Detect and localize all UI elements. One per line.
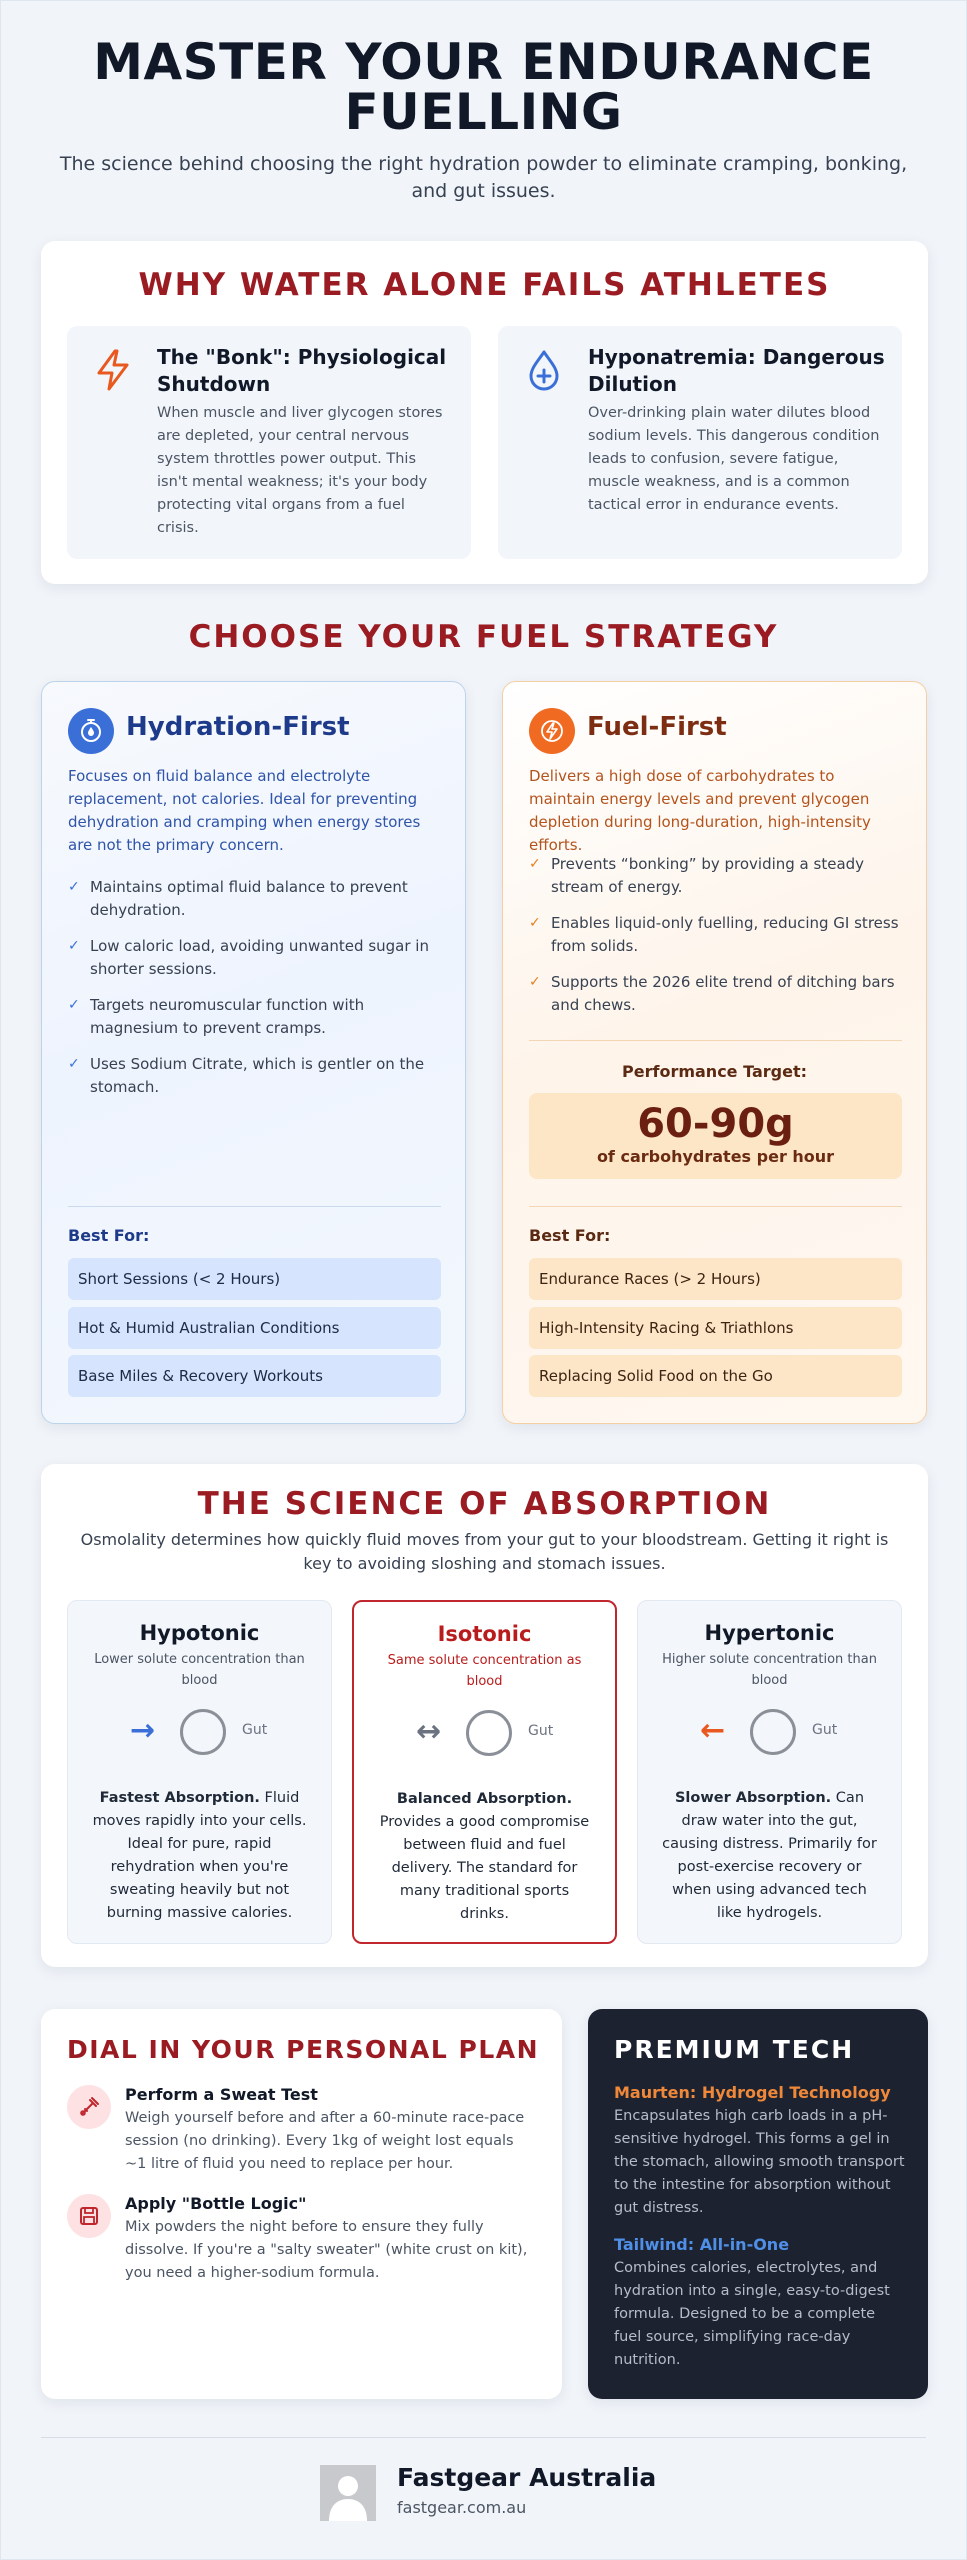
gut-label: Gut bbox=[528, 1723, 554, 1739]
absorption-diagram bbox=[68, 1707, 331, 1757]
bonk-info-box bbox=[67, 326, 471, 559]
performance-target-box bbox=[529, 1093, 902, 1179]
strategy-heading: CHOOSE YOUR FUEL STRATEGY bbox=[188, 619, 779, 655]
fuel-benefits-list bbox=[529, 853, 902, 1030]
footer-divider bbox=[41, 2437, 926, 2438]
check-icon: ✓ bbox=[68, 1056, 80, 1072]
divider bbox=[68, 1206, 441, 1207]
hypertonic-subtitle: Higher solute concentration than blood bbox=[662, 1652, 877, 1688]
fuel-first-description: Delivers a high dose of carbohydrates to maintain energy levels and prevent glycogen depletion during long-duration, high-intensity efforts. bbox=[529, 767, 871, 854]
personal-plan-heading: DIAL IN YOUR PERSONAL PLAN bbox=[67, 2035, 540, 2064]
gut-label: Gut bbox=[812, 1722, 838, 1738]
fuel-first-title: Fuel-First bbox=[587, 712, 727, 742]
divider bbox=[529, 1040, 902, 1041]
check-icon: ✓ bbox=[529, 974, 541, 990]
list-item: ✓ Supports the 2026 elite trend of ditching bars and chews. bbox=[529, 973, 895, 1014]
bonk-text: When muscle and liver glycogen stores are depleted, your central nervous system throttles power output. This isn't mental weakness; it's your body protecting vital organs from a fuel crisis. bbox=[157, 405, 443, 536]
list-item: ✓ Uses Sodium Citrate, which is gentler on the stomach. bbox=[68, 1055, 425, 1096]
fuel-best-for-label: Best For: bbox=[529, 1226, 611, 1245]
brand-name: Fastgear Australia bbox=[397, 2463, 657, 2492]
hyponatremia-text: Over-drinking plain water dilutes blood sodium levels. This dangerous condition leads to confusion, severe fatigue, muscle weakness, and is a common tactical error in endurance events. bbox=[588, 405, 880, 513]
hypotonic-title: Hypotonic bbox=[139, 1621, 260, 1645]
hypertonic-box bbox=[637, 1600, 902, 1944]
hydration-best-for-tag: Short Sessions (< 2 Hours) bbox=[68, 1258, 441, 1300]
cell-circle-icon bbox=[180, 1709, 226, 1755]
save-disk-icon bbox=[67, 2194, 111, 2238]
premium-tech-heading: PREMIUM TECH bbox=[614, 2035, 855, 2064]
performance-target-label: Performance Target: bbox=[622, 1062, 807, 1081]
tailwind-title: Tailwind: All-in-One bbox=[614, 2235, 790, 2254]
hydration-best-for-tag: Hot & Humid Australian Conditions bbox=[68, 1307, 441, 1349]
stopwatch-drop-icon bbox=[68, 708, 114, 754]
tailwind-text: Combines calories, electrolytes, and hydration into a single, easy-to-digest formula. Designed to be a complete fuel source, simplifying race-day nutrition. bbox=[614, 2260, 890, 2368]
fuel-best-for-tag: Endurance Races (> 2 Hours) bbox=[529, 1258, 902, 1300]
absorption-intro: Osmolality determines how quickly fluid moves from your gut to your bloodstream. Getting it right is key to avoiding sloshing and stomach issues. bbox=[80, 1530, 889, 1573]
sweat-test-item bbox=[67, 2085, 536, 2185]
bottle-logic-item bbox=[67, 2194, 536, 2294]
hypotonic-description: Fastest Absorption. Fluid moves rapidly into your cells. Ideal for pure, rapid rehydration when you're sweating heavily but not burning massive calories. bbox=[92, 1790, 307, 1921]
water-drop-plus-icon bbox=[520, 346, 568, 394]
hydration-best-for-label: Best For: bbox=[68, 1226, 150, 1245]
bottle-logic-title: Apply "Bottle Logic" bbox=[125, 2194, 307, 2213]
lightning-bolt-icon bbox=[89, 346, 137, 394]
sweat-test-title: Perform a Sweat Test bbox=[125, 2085, 318, 2104]
hypotonic-subtitle: Lower solute concentration than blood bbox=[94, 1652, 305, 1688]
absorption-card bbox=[41, 1464, 928, 1967]
fuel-best-for-tag: Replacing Solid Food on the Go bbox=[529, 1355, 902, 1397]
fuel-first-card bbox=[502, 681, 927, 1424]
list-item: ✓ Maintains optimal fluid balance to prevent dehydration. bbox=[68, 878, 408, 919]
isotonic-box bbox=[352, 1600, 617, 1944]
why-water-card bbox=[41, 241, 928, 584]
gut-label: Gut bbox=[242, 1722, 268, 1738]
arrow-right-icon: → bbox=[130, 1713, 156, 1748]
check-icon: ✓ bbox=[68, 879, 80, 895]
check-icon: ✓ bbox=[529, 856, 541, 872]
hyponatremia-title: Hyponatremia: Dangerous Dilution bbox=[588, 345, 885, 396]
brand-url-link[interactable]: fastgear.com.au bbox=[397, 2498, 527, 2517]
absorption-diagram bbox=[354, 1708, 615, 1758]
hypertonic-description: Slower Absorption. Can draw water into the gut, causing distress. Primarily for post-exercise recovery or when using advanced tech like hydrogels. bbox=[662, 1790, 877, 1921]
bottle-logic-text: Mix powders the night before to ensure they fully dissolve. If you're a "salty sweater" (white crust on kit), you need a higher-sodium formula. bbox=[125, 2219, 528, 2281]
arrow-left-icon: ← bbox=[700, 1713, 726, 1748]
maurten-title: Maurten: Hydrogel Technology bbox=[614, 2083, 891, 2102]
check-icon: ✓ bbox=[68, 938, 80, 954]
divider bbox=[529, 1206, 902, 1207]
check-icon: ✓ bbox=[529, 915, 541, 931]
isotonic-description: Balanced Absorption. Provides a good compromise between fluid and fuel delivery. The standard for many traditional sports drinks. bbox=[379, 1791, 590, 1922]
lightning-bolt-icon bbox=[529, 708, 575, 754]
hydration-first-description: Focuses on fluid balance and electrolyte replacement, not calories. Ideal for preventing dehydration and cramping when energy stores are not the primary concern. bbox=[68, 767, 421, 854]
sweat-test-icon bbox=[67, 2085, 111, 2129]
absorption-heading: THE SCIENCE OF ABSORPTION bbox=[197, 1486, 772, 1522]
arrow-both-icon: ↔ bbox=[416, 1714, 442, 1749]
check-icon: ✓ bbox=[68, 997, 80, 1013]
hydration-first-title: Hydration-First bbox=[126, 712, 350, 742]
premium-tech-card bbox=[588, 2009, 928, 2399]
sweat-test-text: Weigh yourself before and after a 60-minute race-pace session (no drinking). Every 1kg of weight lost equals ~1 litre of fluid you need to replace per hour. bbox=[125, 2110, 525, 2172]
hydration-first-card bbox=[41, 681, 466, 1424]
performance-target-value: 60-90g bbox=[637, 1101, 794, 1147]
list-item: ✓ Prevents “bonking” by providing a steady stream of energy. bbox=[529, 855, 865, 896]
cell-circle-icon bbox=[750, 1709, 796, 1755]
list-item: ✓ Low caloric load, avoiding unwanted sugar in shorter sessions. bbox=[68, 937, 429, 978]
brand-avatar bbox=[320, 2465, 376, 2521]
hyponatremia-info-box bbox=[498, 326, 902, 559]
why-water-heading: WHY WATER ALONE FAILS ATHLETES bbox=[138, 267, 831, 303]
hydration-benefits-list bbox=[68, 876, 441, 1112]
personal-plan-card bbox=[41, 2009, 562, 2399]
hypotonic-box bbox=[67, 1600, 332, 1944]
hydration-best-for-tag: Base Miles & Recovery Workouts bbox=[68, 1355, 441, 1397]
list-item: ✓ Targets neuromuscular function with magnesium to prevent cramps. bbox=[68, 996, 365, 1037]
maurten-text: Encapsulates high carb loads in a pH-sensitive hydrogel. This forms a gel in the stomach, allowing smooth transport to the intestine for absorption without gut distress. bbox=[614, 2108, 905, 2216]
absorption-diagram bbox=[638, 1707, 901, 1757]
list-item: ✓ Enables liquid-only fuelling, reducing GI stress from solids. bbox=[529, 914, 899, 955]
page-title: MASTER YOUR ENDURANCE FUELLING bbox=[93, 33, 874, 141]
hypertonic-title: Hypertonic bbox=[704, 1621, 835, 1645]
fuel-best-for-tag: High-Intensity Racing & Triathlons bbox=[529, 1307, 902, 1349]
page-subtitle: The science behind choosing the right hydration powder to eliminate cramping, bonking, and gut issues. bbox=[59, 153, 908, 202]
bonk-title: The "Bonk": Physiological Shutdown bbox=[157, 345, 447, 396]
cell-circle-icon bbox=[466, 1710, 512, 1756]
isotonic-subtitle: Same solute concentration as blood bbox=[387, 1653, 582, 1689]
performance-target-unit: of carbohydrates per hour bbox=[596, 1147, 835, 1166]
isotonic-title: Isotonic bbox=[437, 1622, 532, 1646]
